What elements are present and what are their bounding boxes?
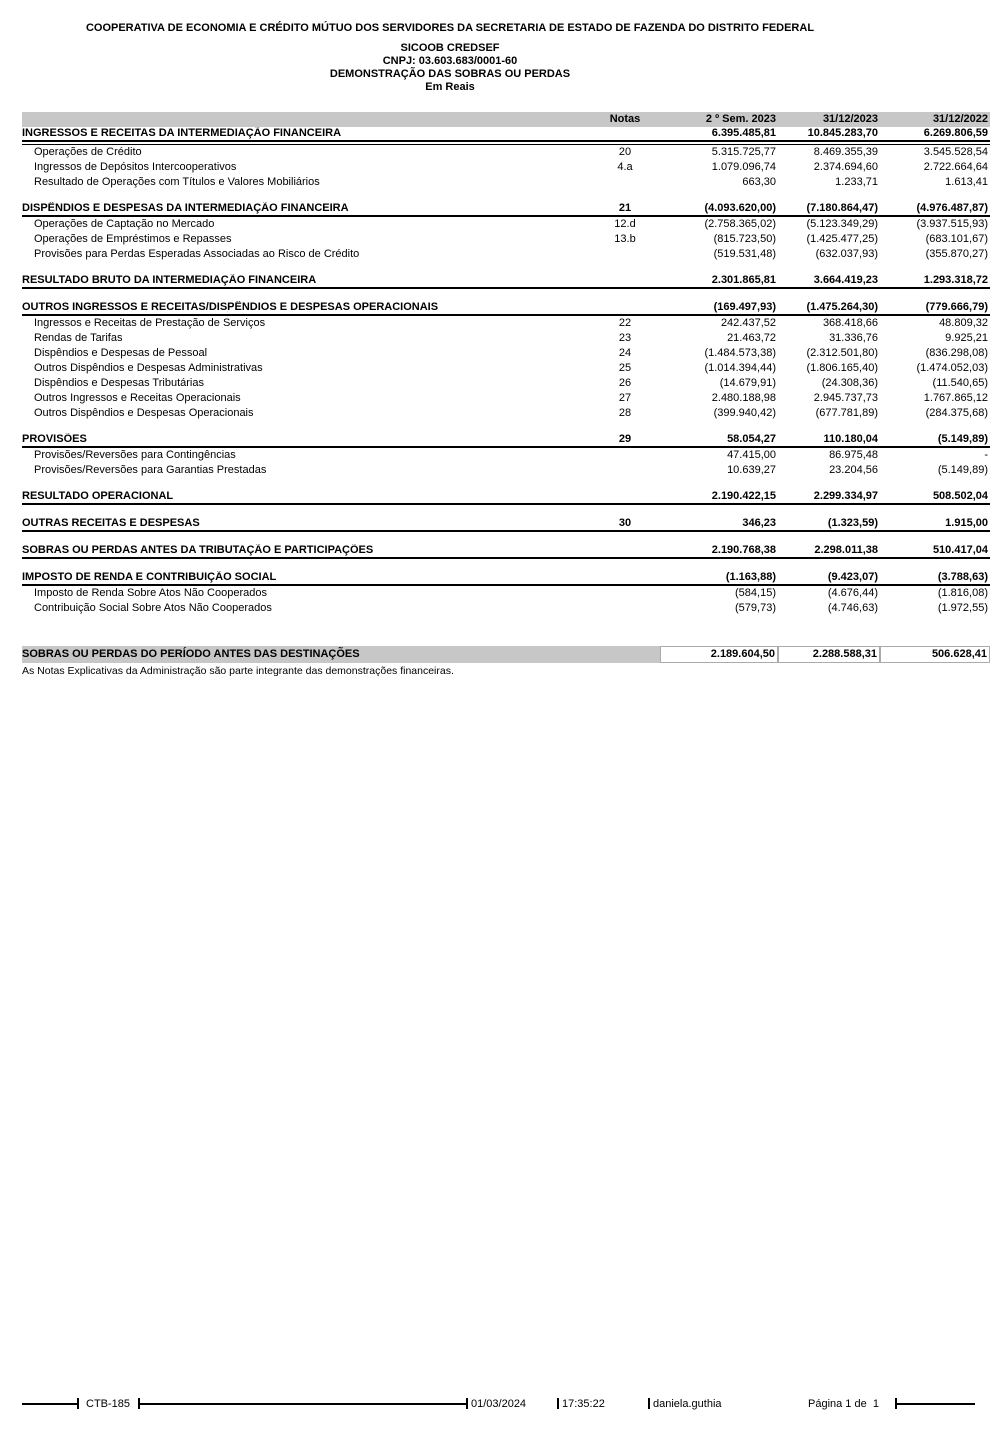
column-header-sem2-2023: 2 º Sem. 2023: [705, 113, 776, 125]
row-value-2022: 48.809,32: [939, 317, 988, 329]
row-label: SOBRAS OU PERDAS ANTES DA TRIBUTAÇÃO E PARTICIPAÇÕES: [22, 544, 374, 556]
footer-rule-right: [897, 1403, 975, 1405]
row-nota: [590, 571, 660, 584]
row-gap: [22, 532, 990, 544]
row-nota: 25: [618, 362, 632, 374]
page-footer: [0, 1398, 1000, 1412]
row-value-2022: -: [984, 449, 988, 461]
table-row: [22, 646, 990, 663]
table-row: [22, 175, 990, 190]
row-value-sem2-2023: (1.163,88): [725, 571, 776, 583]
row-value-2023: 23.204,56: [829, 464, 878, 476]
row-value-2023: (24.308,36): [821, 377, 878, 389]
row-value-2022: (5.149,89): [937, 464, 988, 476]
row-value-sem2-2023: (1.484.573,38): [704, 347, 776, 359]
table-row: [22, 160, 990, 175]
table-row: [22, 346, 990, 361]
footer-rule-left: [22, 1403, 77, 1405]
row-value-2023: 31.336,76: [829, 332, 878, 344]
row-value-sem2-2023: 346,23: [742, 517, 776, 529]
row-label: Contribuição Social Sobre Atos Não Cooperados: [34, 602, 272, 614]
row-label: Provisões/Reversões para Contingências: [34, 449, 236, 461]
table-body: [22, 127, 990, 663]
row-value-2023: 10.845.283,70: [807, 127, 878, 139]
row-value-sem2-2023: 2.190.768,38: [711, 544, 776, 556]
row-value-sem2-2023: 5.315.725,77: [711, 146, 776, 158]
row-value-sem2-2023: (584,15): [735, 587, 776, 599]
row-label: INGRESSOS E RECEITAS DA INTERMEDIAÇÃO FINANCEIRA: [22, 127, 342, 139]
row-value-2022: (1.474.052,03): [916, 362, 988, 374]
row-value-2023: (1.806.165,40): [806, 362, 878, 374]
row-label: OUTRAS RECEITAS E DESPESAS: [22, 517, 200, 529]
row-value-2023: (1.475.264,30): [806, 301, 878, 313]
row-label: Rendas de Tarifas: [34, 332, 123, 344]
currency-note: Em Reais: [425, 81, 475, 93]
row-label: RESULTADO OPERACIONAL: [22, 490, 174, 502]
row-value-sem2-2023: 2.189.604,50: [660, 646, 778, 663]
row-value-sem2-2023: 1.079.096,74: [711, 161, 776, 173]
row-value-sem2-2023: (1.014.394,44): [704, 362, 776, 374]
row-label: Operações de Empréstimos e Repasses: [34, 233, 232, 245]
row-value-sem2-2023: (815.723,50): [713, 233, 776, 245]
footer-doc-code: CTB-185: [86, 1398, 131, 1410]
row-value-2023: (1.323,59): [827, 517, 878, 529]
footer-user: daniela.guthia: [653, 1398, 722, 1410]
row-value-sem2-2023: (4.093.620,00): [704, 202, 776, 214]
column-header-row: [22, 112, 990, 127]
row-label: Ingressos e Receitas de Prestação de Serviços: [34, 317, 266, 329]
row-label: Provisões/Reversões para Garantias Prestadas: [34, 464, 267, 476]
row-value-2022: (3.788,63): [937, 571, 988, 583]
row-value-2022: (4.976.487,87): [916, 202, 988, 214]
table-row: [22, 406, 990, 421]
row-nota: [590, 601, 660, 616]
footer-tick: [77, 1398, 79, 1409]
row-value-2023: 2.374.694,60: [813, 161, 878, 173]
table-row: [22, 232, 990, 247]
row-nota: 13.b: [614, 233, 636, 245]
footer-time: 17:35:22: [562, 1398, 605, 1410]
row-value-2022: (5.149,89): [937, 433, 988, 445]
row-value-2022: (3.937.515,93): [916, 218, 988, 230]
table-row: [22, 448, 990, 463]
table-row: [22, 361, 990, 376]
row-nota: 28: [618, 407, 632, 419]
table-row: [22, 145, 990, 160]
table-row: [22, 217, 990, 232]
row-gap: [22, 559, 990, 571]
footer-date: 01/03/2024: [471, 1398, 527, 1410]
row-value-sem2-2023: (2.758.365,02): [704, 218, 776, 230]
row-value-2023: 2.299.334,97: [813, 490, 878, 502]
row-value-2023: (9.423,07): [827, 571, 878, 583]
column-header-notas: Notas: [609, 113, 641, 125]
row-value-2022: 508.502,04: [932, 490, 988, 502]
row-value-2023: (1.425.477,25): [806, 233, 878, 245]
row-value-sem2-2023: 2.301.865,81: [711, 274, 776, 286]
row-nota: [590, 274, 660, 287]
row-label: Resultado de Operações com Títulos e Valores Mobiliários: [34, 176, 320, 188]
table-row: [22, 127, 990, 142]
row-nota: 29: [618, 433, 632, 445]
row-nota: [590, 463, 660, 478]
row-nota: 30: [618, 517, 632, 529]
row-label: Outros Dispêndios e Despesas Operacionais: [34, 407, 254, 419]
row-nota: [590, 646, 660, 663]
footer-page-number: Página 1 de 1: [808, 1398, 879, 1410]
row-label: DISPÊNDIOS E DESPESAS DA INTERMEDIAÇÃO FINANCEIRA: [22, 202, 349, 214]
report-title: DEMONSTRAÇÃO DAS SOBRAS OU PERDAS: [329, 68, 571, 80]
row-value-2022: 506.628,41: [880, 646, 990, 663]
row-value-2022: (836.298,08): [925, 347, 988, 359]
row-value-2022: (1.972,55): [937, 602, 988, 614]
row-label: Operações de Crédito: [34, 146, 142, 158]
row-value-2022: 9.925,21: [945, 332, 988, 344]
row-label: Outros Ingressos e Receitas Operacionais: [34, 392, 241, 404]
row-value-2022: 1.613,41: [945, 176, 988, 188]
row-label: Operações de Captação no Mercado: [34, 218, 215, 230]
table-row: [22, 586, 990, 601]
table-row: [22, 433, 990, 448]
row-value-2023: (4.676,44): [827, 587, 878, 599]
table-row: [22, 490, 990, 505]
row-label: Dispêndios e Despesas de Pessoal: [34, 347, 208, 359]
row-gap: [22, 421, 990, 433]
row-value-2023: (4.746,63): [827, 602, 878, 614]
row-nota: 24: [618, 347, 632, 359]
row-value-2023: 2.298.011,38: [814, 544, 878, 556]
row-value-2023: (2.312.501,80): [806, 347, 878, 359]
row-value-sem2-2023: (579,73): [735, 602, 776, 614]
row-value-sem2-2023: 10.639,27: [727, 464, 776, 476]
table-row: [22, 517, 990, 532]
row-nota: [590, 247, 660, 262]
row-gap: [22, 478, 990, 490]
row-value-2023: 86.975,48: [829, 449, 878, 461]
row-value-2023: (7.180.864,47): [806, 202, 878, 214]
table-row: [22, 247, 990, 262]
row-nota: 23: [618, 332, 632, 344]
row-value-sem2-2023: 242.437,52: [720, 317, 776, 329]
footer-tick: [648, 1398, 650, 1409]
row-value-2022: 1.915,00: [945, 517, 988, 529]
row-label: Ingressos de Depósitos Intercooperativos: [34, 161, 237, 173]
row-value-2023: 3.664.419,23: [813, 274, 878, 286]
row-nota: [590, 448, 660, 463]
row-value-2023: 110.180,04: [823, 433, 878, 445]
row-value-2023: 8.469.355,39: [813, 146, 878, 158]
table-row: [22, 301, 990, 316]
footer-tick: [557, 1398, 559, 1409]
row-gap: [22, 262, 990, 274]
row-gap: [22, 505, 990, 517]
row-value-2022: 1.293.318,72: [923, 274, 988, 286]
row-value-sem2-2023: 58.054,27: [727, 433, 776, 445]
row-value-sem2-2023: 6.395.485,81: [711, 127, 776, 139]
table-row: [22, 463, 990, 478]
column-header-label: [22, 112, 590, 127]
row-label: SOBRAS OU PERDAS DO PERÍODO ANTES DAS DESTINAÇÕES: [22, 648, 360, 660]
table-footnote: As Notas Explicativas da Administração são parte integrante das demonstrações financeiras.: [22, 665, 454, 677]
row-value-2023: 1.233,71: [835, 176, 878, 188]
footer-tick: [466, 1398, 468, 1409]
row-nota: 4.a: [617, 161, 633, 173]
row-gap: [22, 190, 990, 202]
row-value-2022: 510.417,04: [932, 544, 988, 556]
row-label: Imposto de Renda Sobre Atos Não Cooperados: [34, 587, 267, 599]
row-value-sem2-2023: (519.531,48): [713, 248, 776, 260]
table-row: [22, 601, 990, 616]
row-nota: 12.d: [614, 218, 636, 230]
statement-table: [22, 112, 990, 677]
table-row: [22, 316, 990, 331]
row-nota: 22: [618, 317, 632, 329]
row-value-2022: 6.269.806,59: [923, 127, 988, 139]
row-value-sem2-2023: 663,30: [742, 176, 776, 188]
row-value-2023: (677.781,89): [815, 407, 878, 419]
org-name: COOPERATIVA DE ECONOMIA E CRÉDITO MÚTUO DOS SERVIDORES DA SECRETARIA DE ESTADO DE FAZENDA DO DISTRITO FEDERAL: [85, 22, 815, 34]
row-nota: [590, 544, 660, 557]
row-nota: [590, 127, 660, 140]
row-value-sem2-2023: (399.940,42): [713, 407, 776, 419]
footer-rule-middle: [140, 1403, 466, 1405]
row-value-2022: (1.816,08): [937, 587, 988, 599]
table-row: [22, 376, 990, 391]
row-value-2022: (779.666,79): [925, 301, 988, 313]
row-gap: [22, 289, 990, 301]
row-nota: [590, 586, 660, 601]
entity-name: SICOOB CREDSEF: [400, 42, 500, 54]
row-label: IMPOSTO DE RENDA E CONTRIBUIÇÃO SOCIAL: [22, 571, 277, 583]
table-row: [22, 331, 990, 346]
row-nota: [590, 175, 660, 190]
row-label: OUTROS INGRESSOS E RECEITAS/DISPÊNDIOS E DESPESAS OPERACIONAIS: [22, 301, 439, 313]
row-nota: 27: [618, 392, 632, 404]
row-nota: 20: [618, 146, 632, 158]
row-label: Dispêndios e Despesas Tributárias: [34, 377, 204, 389]
row-value-2022: (11.540,65): [932, 377, 988, 389]
row-value-2022: 3.545.528,54: [923, 146, 988, 158]
row-value-2022: 1.767.865,12: [923, 392, 988, 404]
row-gap: [22, 616, 990, 646]
row-value-2023: 368.418,66: [822, 317, 878, 329]
table-row: [22, 544, 990, 559]
row-value-2022: (284.375,68): [925, 407, 988, 419]
table-row: [22, 202, 990, 217]
column-header-2022: 31/12/2022: [932, 113, 988, 125]
row-nota: 21: [618, 202, 632, 214]
row-value-sem2-2023: 2.190.422,15: [711, 490, 776, 502]
row-value-2022: (683.101,67): [925, 233, 988, 245]
column-header-2023: 31/12/2023: [822, 113, 878, 125]
row-nota: [590, 490, 660, 503]
row-value-sem2-2023: (14.679,91): [719, 377, 776, 389]
row-value-2023: 2.288.588,31: [778, 646, 880, 663]
row-value-2023: (5.123.349,29): [806, 218, 878, 230]
row-value-2022: 2.722.664,64: [923, 161, 988, 173]
row-value-sem2-2023: (169.497,93): [713, 301, 776, 313]
row-value-2022: (355.870,27): [925, 248, 988, 260]
cnpj: CNPJ: 03.603.683/0001-60: [382, 55, 518, 67]
table-row: [22, 571, 990, 586]
row-nota: 26: [618, 377, 632, 389]
table-row: [22, 274, 990, 289]
row-label: Outros Dispêndios e Despesas Administrativas: [34, 362, 263, 374]
row-nota: [590, 301, 660, 314]
row-label: Provisões para Perdas Esperadas Associadas ao Risco de Crédito: [34, 248, 360, 260]
row-label: RESULTADO BRUTO DA INTERMEDIAÇÃO FINANCEIRA: [22, 274, 317, 286]
row-value-sem2-2023: 2.480.188,98: [711, 392, 776, 404]
row-value-sem2-2023: 21.463,72: [727, 332, 776, 344]
table-row: [22, 391, 990, 406]
row-label: PROVISÕES: [22, 433, 87, 445]
row-value-sem2-2023: 47.415,00: [727, 449, 776, 461]
row-value-2023: (632.037,93): [815, 248, 878, 260]
document-header: [0, 22, 900, 94]
row-value-2023: 2.945.737,73: [813, 392, 878, 404]
